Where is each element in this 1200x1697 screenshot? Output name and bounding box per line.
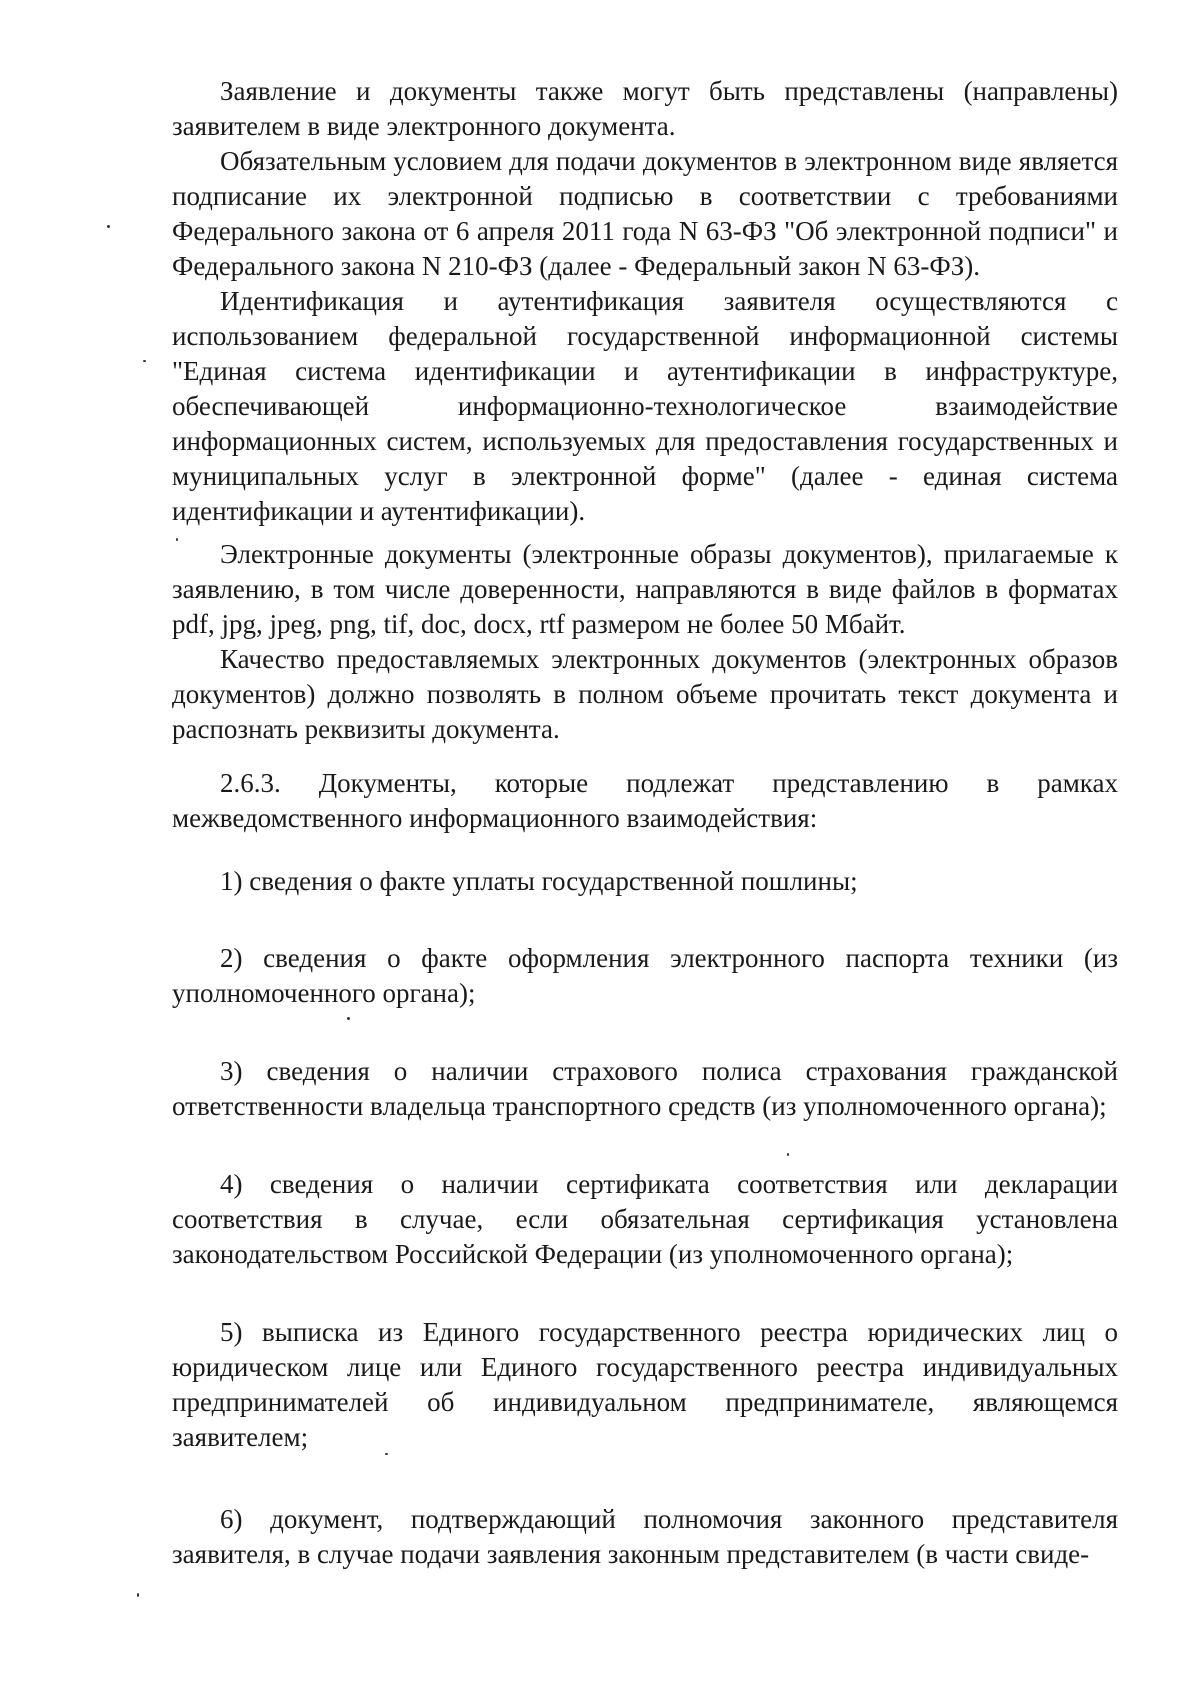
paragraph-document-quality: Качество предоставляемых электронных документов (электронных образов документов) должно позволять в полном объеме прочитать текст документа и распознать реквизиты документа.: [172, 644, 1118, 744]
paragraph-identification: Идентификация и аутентификация заявителя осуществляются с использованием федеральной государственной информационной системы "Единая система идентификации и аутентификации в инфраструктуре, обеспечивающей информационно-технологическое взаимодействие информационных систем, используемых для предоставления государственных и муниципальных услуг в электронной форме" (далее - единая система идентификации и аутентификации).: [172, 286, 1118, 526]
scan-speck: [787, 1153, 789, 1156]
scan-speck: [137, 1593, 139, 1597]
list-item-4: 4) сведения о наличии сертификата соответствия или декларации соответствия в случае, если обязательная сертификация установлена законодательством Российской Федерации (из уполномоченного органа);: [172, 1169, 1118, 1269]
paragraph-electronic-signature: Обязательным условием для подачи документов в электронном виде является подписание их электронной подписью в соответствии с требованиями Федерального закона от 6 апреля 2011 года N 63-ФЗ "Об электронной подписи" и Федерального закона N 210-ФЗ (далее - Федеральный закон N 63-ФЗ).: [172, 146, 1118, 281]
paragraph-section-2-6-3: 2.6.3. Документы, которые подлежат представлению в рамках межведомственного информационного взаимодействия:: [172, 768, 1118, 833]
list-item-6: 6) документ, подтверждающий полномочия законного представителя заявителя, в случае подачи заявления законным представителем (в части свиде-: [172, 1504, 1118, 1569]
scan-speck: [176, 538, 178, 541]
list-item-1: 1) сведения о факте уплаты государственной пошлины;: [220, 866, 858, 896]
scan-speck: [347, 1017, 350, 1020]
scan-speck: [385, 1453, 388, 1455]
scan-speck: [107, 225, 110, 228]
list-item-3: 3) сведения о наличии страхового полиса страхования гражданской ответственности владельца транспортного средств (из уполномоченного органа);: [172, 1056, 1118, 1121]
list-item-5: 5) выписка из Единого государственного реестра юридических лиц о юридическом лице или Единого государственного реестра индивидуальных предпринимателей об индивидуальном предпринимателе, являющемся заявителем;: [172, 1317, 1118, 1452]
paragraph-file-formats: Электронные документы (электронные образы документов), прилагаемые к заявлению, в том числе доверенности, направляются в виде файлов в форматах pdf, jpg, jpeg, png, tif, doc, docx, rtf размером не более 50 Мбайт.: [172, 539, 1118, 639]
list-item-2: 2) сведения о факте оформления электронного паспорта техники (из уполномоченного органа);: [172, 943, 1118, 1008]
scan-speck: [143, 360, 146, 362]
paragraph-electronic-submission: Заявление и документы также могут быть представлены (направлены) заявителем в виде электронного документа.: [172, 76, 1118, 141]
